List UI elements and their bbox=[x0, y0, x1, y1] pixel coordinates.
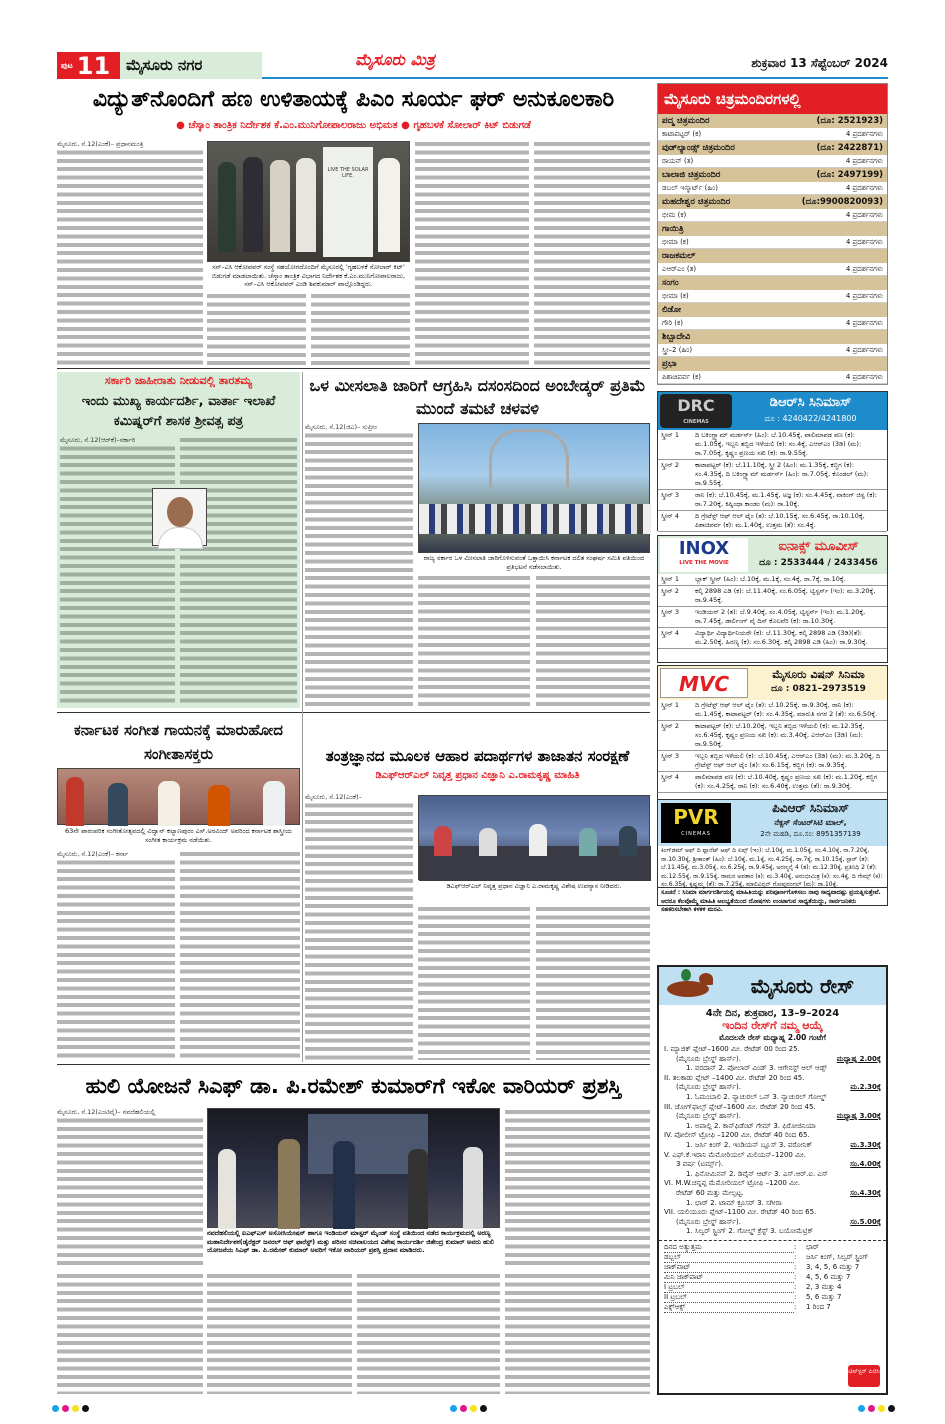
theatre-row bbox=[658, 276, 887, 290]
screen-showtimes: ಬ್ಲಾಕ್ ಸ್ಕ್ರೀನ್ (ಹಿಂ): ಬೆ.10ಕ್ಕೆ, ಮ.1ಕ್ಕೆ, ಸಂ.4ಕ್ಕೆ, ರಾ.7ಕ್ಕೆ, ರಾ.10ಕ್ಕೆ. bbox=[695, 575, 846, 583]
tiger-body-col-2 bbox=[505, 1108, 650, 1268]
race-number: III. bbox=[664, 1102, 673, 1111]
masthead-logo: ಮೈಸೂರು ಮಿತ್ರ bbox=[355, 50, 435, 69]
race-extra-line bbox=[664, 1112, 881, 1122]
summary-value: 4, 5, 6 ಮತ್ತು 7 bbox=[806, 1272, 851, 1281]
protest-photo-caption: ರಾಜ್ಯ ಸರ್ಕಾರ ಒಳ ಮೀಸಲಾತಿ ಜಾರಿಗೊಳಿಸುವಂತೆ ಒತ್ತಾಯಿಸಿ ಕರ್ನಾಟಕ ದಲಿತ ಸಂಘರ್ಷ ಸಮಿತಿ ವತಿಯಿಂದ ಪ್ರತಿಭಟನೆ ನಡೆಸಲಾಯಿತು. bbox=[423, 554, 645, 571]
film-name: ಕಾಟಾಪಟ್ಟರ್ (ಕ) bbox=[662, 130, 702, 138]
summary-value: 1 ರಿಂದ 7 bbox=[806, 1302, 831, 1311]
show-count: 4 ಪ್ರದರ್ಶನಗಳು bbox=[845, 157, 883, 165]
award-ceremony-photo bbox=[207, 1108, 500, 1228]
race-entry bbox=[659, 1131, 886, 1150]
theatre-row bbox=[658, 357, 887, 371]
protest-body-col-3 bbox=[536, 574, 650, 708]
film-row bbox=[658, 371, 887, 384]
summary-value: ಜರ್ಸಿ ಕಿಂಗ್, ಸಿಲ್ವರ್ ಸ್ಟ್ರಿಂಗ್ bbox=[806, 1252, 869, 1261]
mvc-phone: ದೂ : 0821–2973519 bbox=[771, 684, 866, 694]
theatre-name: ಪದ್ಮ ಚಿತ್ರಮಂದಿರ bbox=[662, 116, 710, 126]
screen-label: ಸ್ಕ್ರೀನ್ 1 bbox=[661, 431, 680, 439]
summary-row bbox=[659, 1283, 886, 1293]
show-count: 4 ಪ್ರದರ್ಶನಗಳು bbox=[845, 184, 883, 192]
race-entry bbox=[659, 1208, 886, 1237]
screen-label: ಸ್ಕ್ರೀನ್ 4 bbox=[661, 773, 680, 781]
race-entry bbox=[659, 1151, 886, 1180]
film-name: ಡಬಲ್ ಇಸ್ಮಾರ್ಟ್ (ಹಿಂ) bbox=[662, 184, 718, 192]
cinema-listing-box bbox=[657, 83, 888, 385]
film-row bbox=[658, 236, 887, 249]
letter-dateline: ಮೈಸೂರು, ಸೆ.12(ಆರ್‌ಕೆ)–ಸರ್ಕಾರಿ bbox=[60, 436, 175, 444]
protest-dateline: ಮೈಸೂರು, ಸೆ.12(ಜಿಎ)– ಸುಪ್ರೀಂ bbox=[305, 423, 413, 431]
drc-phone: ದೂ : 4240422/4241800 bbox=[764, 414, 857, 423]
tiger-dateline: ಮೈಸೂರು, ಸೆ.12(ಎಂಟಿವೈ)– ನವದೆಹಲಿಯಲ್ಲಿ bbox=[57, 1108, 203, 1116]
race-name-line bbox=[664, 1151, 881, 1161]
summary-value: 3, 4, 5, 6 ಮತ್ತು 7 bbox=[806, 1262, 860, 1271]
race-picks: 1. ಸಿಲ್ವರ್ ಸ್ಟ್ರಿಂಗ್ 2. ಗೋಲ್ಡ್ ಕ್ರೆಸ್ಟ್ 3. ಬಯೋಮೆಟ್ರಿಕ್ bbox=[686, 1227, 814, 1236]
pvr-logo: PVR CINEMAS bbox=[661, 803, 731, 843]
film-name: ಗೌರಿ (ಕ) bbox=[662, 319, 683, 327]
lead-headline: ವಿದ್ಯುತ್‌ನೊಂದಿಗೆ ಹಣ ಉಳಿತಾಯಕ್ಕೆ ಪಿಎಂ ಸೂರ್ಯ ಘರ್ ಅನುಕೂಲಕಾರಿ bbox=[92, 87, 615, 112]
show-count: 4 ಪ್ರದರ್ಶನಗಳು bbox=[845, 211, 883, 219]
theatre-row bbox=[658, 114, 887, 128]
summary-colon: : bbox=[794, 1272, 797, 1281]
race-entry bbox=[659, 1103, 886, 1132]
screen-label: ಸ್ಕ್ರೀನ್ 2 bbox=[661, 587, 680, 595]
drc-title: ಡಿಆರ್‌ಸಿ ಸಿನಿಮಾಸ್ bbox=[769, 395, 852, 410]
theatre-phone: (ದೂ: 2422871) bbox=[816, 143, 883, 153]
race-number: I. bbox=[664, 1045, 669, 1053]
summary-row bbox=[659, 1243, 886, 1253]
theatre-name: ಮಹದೇಶ್ವರ ಚಿತ್ರಮಂದಿರ bbox=[662, 197, 731, 207]
summary-row bbox=[659, 1273, 886, 1283]
film-row bbox=[658, 155, 887, 168]
screen-label: ಸ್ಕ್ರೀನ್ 2 bbox=[661, 461, 680, 469]
screen-label: ಸ್ಕ್ರೀನ್ 2 bbox=[661, 722, 680, 730]
summary-row bbox=[659, 1253, 886, 1263]
race-time: ಮ.3.30ಕ್ಕೆ bbox=[850, 1140, 881, 1149]
summary-row bbox=[659, 1303, 886, 1313]
show-count: 4 ಪ್ರದರ್ಶನಗಳು bbox=[845, 130, 883, 138]
race-entry bbox=[659, 1179, 886, 1208]
theatre-name: ಲಿಡೋ bbox=[662, 305, 682, 315]
lead-body-col-5 bbox=[534, 140, 650, 365]
theatre-row bbox=[658, 303, 887, 317]
race-conditions: (ಮೈಸೂರು ಬ್ರೇಸ್ಡ್ ಹಾರ್ಸ್). bbox=[676, 1083, 742, 1092]
screen-showtimes: ಇಬ್ಬನಿ ತಬ್ಬಿದ ಇಳೆಯಲಿ (ಕ): ಬೆ.10.45ಕ್ಕೆ, ಎಆರ್‌ಎಂ (3ಡಿ) (ಮ): ಮ.3.20ಕ್ಕೆ, ದಿ ಗ್ರೇಟೆಸ್ಟ್ ಆಫ್ ಆಲ್ ಟೈಂ (ತ): ಸಂ.6.15ಕ್ಕೆ, ಕಬ್ಜಿಗ (ಕ): ರಾ.9.35ಕ್ಕೆ. bbox=[695, 752, 881, 769]
summary-label: ಎಕ್ಸ್‌ಆಕ್ಸ್ bbox=[664, 1303, 794, 1313]
food-lecture-photo bbox=[418, 795, 650, 880]
solar-banner: LIVE THE SOLAR LIFE. bbox=[323, 147, 373, 257]
race-name-line bbox=[664, 1131, 881, 1141]
screen-row bbox=[658, 607, 887, 628]
film-name: ಭೀಮ (ಕ) bbox=[662, 211, 687, 219]
theatre-name: ಸಂಗಂ bbox=[662, 278, 679, 288]
show-count: 4 ಪ್ರದರ್ಶನಗಳು bbox=[845, 319, 883, 327]
theatre-phone: (ದೂ: 2497199) bbox=[816, 170, 883, 180]
screen-showtimes: ರಾನಿ (ಕ): ಬೆ.10.45ಕ್ಕೆ, ಮ.1.45ಕ್ಕೆ, ಅಜ್ಞ (ಕ): ಸಂ.4.45ಕ್ಕೆ, ವಾಕಿಂಗ್ ಜಿಸ್ಟ (ಕ): ರಾ.7.20ಕ್ಕೆ, ಕಿಷ್ಕಿಂಧಾ ಕಾಂಡಂ (ಮ): ರಾ.10ಕ್ಕೆ. bbox=[695, 491, 877, 508]
tipster-badge: ಟಿಪ್‌ಸ್ಟರ್ ಪಿಜಿಸಿ bbox=[848, 1365, 880, 1387]
race-conditions: 3 ವರ್ಷ (ಟರ್ಮ್ಸ್). bbox=[676, 1160, 724, 1169]
screen-showtimes: ದಿ ಗ್ರೇಟೆಸ್ಟ್ ಆಫ್ ಆಲ್ ಟೈಂ (ತ): ಬೆ.10.25ಕ್ಕೆ, ರಾ.9.30ಕ್ಕೆ, ರಾನಿ (ಕ): ಮ.1.45ಕ್ಕೆ, ಕಾಟಾಪಟ್ಟರ್ (ಕ): ಸಂ.4.35ಕ್ಕೆ, ಮಾರುತಿ ನಗರ 2 (ತೆ): ಸಂ.6.50ಕ್ಕೆ. bbox=[695, 701, 878, 718]
film-row bbox=[658, 317, 887, 330]
screen-label: ಸ್ಕ್ರೀನ್ 3 bbox=[661, 752, 680, 760]
screen-showtimes: ದಿ ಗ್ರೇಟೆಸ್ಟ್ ಆಫ್ ಆಲ್ ಟೈಂ (ತ): ಬೆ.10.15ಕ್ಕೆ, ಸಂ.6.45ಕ್ಕೆ, ರಾ.10.10ಕ್ಕೆ, ಪಿಶಾಚಿಪರ್ವ (ಕ): ಮ.1.40ಕ್ಕೆ, ಉತ್ತಮ (ತೆ): ಸಂ.4ಕ್ಕೆ. bbox=[695, 512, 865, 529]
first-race-time: ಮೊದಲನೇ ರೇಸ್ ಮಧ್ಯಾಹ್ನ 2.00 ಗಂಟೆಗೆ bbox=[719, 1033, 826, 1042]
theatre-row bbox=[658, 168, 887, 182]
race-conditions: (ಮೈಸೂರು ಬ್ರೇಸ್ಡ್ ಹಾರ್ಸ್). bbox=[676, 1217, 742, 1226]
race-subtitle: ಇಂದಿನ ರೇಸ್‌ಗೆ ನಮ್ಮ ಆಯ್ಕೆ bbox=[722, 1019, 823, 1032]
race-time: ಮಧ್ಯಾಹ್ನ 3.00ಕ್ಕೆ bbox=[836, 1112, 881, 1121]
race-conditions: (ಮೈಸೂರು ಬ್ರೇಸ್ಡ್ ಹಾರ್ಸ್). bbox=[676, 1112, 742, 1121]
race-extra-line bbox=[664, 1083, 881, 1093]
drc-cinemas-ad bbox=[657, 391, 888, 531]
section-title: ಮೈಸೂರು ನಗರ bbox=[120, 52, 262, 79]
race-picks: 1. ಫಿನೋಮಿನನ್ 2. ಡಿವೈನ್ ಆರ್ಟ್ 3. ಎಸ್.ಆರ್.ಐ. ಎಸ್ bbox=[686, 1169, 828, 1178]
screen-showtimes: ಕಾಟಾಪಟ್ಟರ್ (ಕ): ಬೆ.11.10ಕ್ಕೆ, ಸ್ತ್ರೀ 2 (ಹಿಂ): ಮ.1.35ಕ್ಕೆ, ಕಬ್ಜಿಗ (ಕ): ಸಂ.4.35ಕ್ಕೆ, ದಿ ಬಕಿಂಗ್ಹ್ಯಾಮ್ ಮರ್ಡರ್ಸ್ (ಹಿಂ): ರಾ.7.05ಕ್ಕೆ, ಕೊಂಡಲ್ (ಮ): ರಾ.9.55ಕ್ಕೆ. bbox=[695, 461, 869, 487]
summary-label: ಮಿನಿ ಜಾಕ್‌ಪಾಟ್ bbox=[664, 1273, 794, 1283]
screen-label: ಸ್ಕ್ರೀನ್ 3 bbox=[661, 608, 680, 616]
race-time: ಮಧ್ಯಾಹ್ನ 2.00ಕ್ಕೆ bbox=[836, 1054, 881, 1063]
race-picks: 1. ಜರ್ಸಿ ಕಿಂಗ್ 2. ಇಂಡಿಯನ್ ಬ್ಲೂಸ್ 3. ವರೋನಿಕ್ bbox=[686, 1140, 813, 1149]
lead-sub-1: ಚೆಸ್ಕಾಂ ತಾಂತ್ರಿಕ ನಿರ್ದೇಶಕ ಕೆ.ಎಂ.ಮುನಿಗೋಪಾಲರಾಜು ಅಭಿಮತ bbox=[188, 120, 398, 131]
race-number: IV. bbox=[664, 1131, 673, 1140]
theatre-name: ಬಾಲಾಜಿ ಚಿತ್ರಮಂದಿರ bbox=[662, 170, 721, 180]
lead-body-col-3 bbox=[311, 292, 410, 365]
summary-row bbox=[659, 1263, 886, 1273]
lead-photo bbox=[207, 141, 410, 262]
lead-body-col-4 bbox=[415, 140, 529, 365]
summary-label: ಜಾಕ್‌ಪಾಟ್ bbox=[664, 1263, 794, 1273]
theatre-row bbox=[658, 249, 887, 263]
lead-sub-2: ಗೃಹಬಳಕೆ ಸೋಲಾರ್ ಕಿಟ್ ಬಿಡುಗಡೆ bbox=[413, 120, 531, 131]
protest-photo bbox=[418, 423, 650, 553]
film-name: ಸ್ತ್ರೀ–2 (ಹಿಂ) bbox=[662, 346, 693, 354]
screen-row bbox=[658, 574, 887, 586]
food-subheadline: ಡಿಎಫ್‌ಆರ್‌ಎಲ್ ನಿವೃತ್ತ ಪ್ರಧಾನ ವಿಜ್ಞಾನಿ ಎ.ರಾಮಕೃಷ್ಣ ಮಾಹಿತಿ bbox=[375, 770, 580, 781]
race-name-line bbox=[664, 1179, 881, 1189]
race-name: ಯಲಿಯೂರು ಪ್ಲೇಟ್–1100 ಮೀ. ರೇಟೆಡ್ 40 ರಿಂದ 65. bbox=[677, 1208, 817, 1217]
film-row bbox=[658, 263, 887, 276]
show-count: 4 ಪ್ರದರ್ಶನಗಳು bbox=[845, 292, 883, 300]
race-name: ಎಫ್.ಕೆ.ಇರಾನಿ ಮೆಮೋರಿಯಲ್ ಮಿಲಿಯನ್–1200 ಮೀ. bbox=[672, 1150, 807, 1159]
theatre-row bbox=[658, 195, 887, 209]
race-name-line bbox=[664, 1103, 881, 1113]
pvr-listing: ಕಿಂಗ್‌ಡಮ್ ಆಫ್ ದಿ ಪ್ಲಾನೆಟ್ ಆಫ್ ದಿ ಏಪ್ಸ್ (ಇಂ): ಬೆ.10ಕ್ಕೆ, ಮ.1.05ಕ್ಕೆ, ಸಂ.4.10ಕ್ಕೆ, ರಾ.7.20ಕ್ಕೆ, ರಾ.10.30ಕ್ಕೆ, ಶ್ರೀಕಾಂತ್ (ಹಿಂ): ಬೆ.10ಕ್ಕೆ, ಮ.1ಕ್ಕೆ, ಸಂ.4.25ಕ್ಕೆ, ರಾ.7ಕ್ಕೆ, ರಾ.10.15ಕ್ಕೆ, ಸ್ಟಾರ್ (ತ): ಬೆ.11.45ಕ್ಕೆ, ಮ.3.05ಕ್ಕೆ, ಸಂ.6.25ಕ್ಕೆ, ರಾ.9.45ಕ್ಕೆ, ಅರಣ್ಮನೈ 4 (ತ): ಮ.12.30ಕ್ಕೆ, ಪ್ರತಿನಿಧಿ 2 (ತೆ): ಮ.12.55ಕ್ಕೆ, ರಾ.9.15ಕ್ಕೆ, ರಾಮನ ಅವತಾರ (ಕ): ಮ.3.40ಕ್ಕೆ, ಆರಂಭೀಮಿತ್ರ (ಕ): ಸಂ.4ಕ್ಕೆ, ದಿ ಗೇಮ್ಸ್ (ಕ): ಸಂ.6.35ಕ್ಕೆ, ಕೃಷ್ಣಮ್ಮ (ತೆ): ರಾ.7.25ಕ್ಕೆ, ಮಾಲಿವಿನ್ಸನ್ ಗೋಪುರಂಗಲ್ (ಮ): ರಾ.10ಕ್ಕೆ. bbox=[658, 846, 887, 888]
film-name: ಭೀಮಾ (ಕ) bbox=[662, 292, 689, 300]
music-body-col-1 bbox=[57, 850, 175, 1060]
mysore-race-box bbox=[657, 965, 888, 1395]
summary-row bbox=[659, 1293, 886, 1303]
screen-label: ಸ್ಕ್ರೀನ್ 1 bbox=[661, 575, 680, 583]
lead-body-col-2 bbox=[207, 292, 306, 365]
music-photo-caption: 63ನೇ ಪಾರಂಪರಿಕ ಸಂಗೀತೋತ್ಸವದಲ್ಲಿ ವಿದ್ವಾನ್ ಕಲ್ಯಾಣಪುರಂ ಎಸ್.ಅರವಿಂದ್ ಅವರಿಂದ ಕರ್ನಾಟಕ ಶಾಸ್ತ್ರೀಯ ಸಂಗೀತ ಕಾರ್ಯಕ್ರಮ ನಡೆಯಿತು. bbox=[65, 827, 292, 844]
theatre-row bbox=[658, 330, 887, 344]
race-extra-line bbox=[664, 1160, 881, 1170]
race-entry bbox=[659, 1074, 886, 1103]
race-picks: 1. ವರದಾನ್ 2. ಪೋಲಾರ್ ವಿಂಡ್ 3. ಆಗೇನಸ್ಟ್ ಆಲ್ ಆಡ್ಸ್ bbox=[686, 1064, 827, 1073]
summary-label: ಡಬ್ಬಲ್ bbox=[664, 1253, 794, 1263]
tiger-body-col-4 bbox=[207, 1272, 352, 1394]
music-dateline: ಮೈಸೂರು, ಸೆ.12(ಎಂಕೆ)– ಕರ್ನಾ bbox=[57, 850, 175, 858]
film-row bbox=[658, 344, 887, 357]
show-count: 4 ಪ್ರದರ್ಶನಗಳು bbox=[845, 373, 883, 381]
inox-logo: INOX LIVE THE MOVIE bbox=[660, 538, 748, 572]
lead-dateline: ಮೈಸೂರು, ಸೆ.12(ಎಂಕೆ)– ಪ್ರಧಾನಮಂತ್ರಿ bbox=[57, 140, 203, 148]
race-name: ಜೋಗ್‌ಫಾಲ್ಸ್ ಪ್ಲೇಟ್–1600 ಮೀ. ರೇಟೆಡ್ 20 ರಿಂದ 45. bbox=[674, 1102, 816, 1111]
show-count: 4 ಪ್ರದರ್ಶನಗಳು bbox=[845, 346, 883, 354]
theatre-name: ರಾಜಕಮಲ್ bbox=[662, 251, 696, 261]
summary-colon: : bbox=[794, 1252, 797, 1261]
screen-showtimes: ಕಲ್ಕಿ 2898 ಎಡಿ (ಕ): ಬೆ.11.40ಕ್ಕೆ, ಸಂ.6.05ಕ್ಕೆ, ಟ್ವಿಸ್ಟರ್ಸ್ (ಇಂ): ಮ.3.20ಕ್ಕೆ, ರಾ.9.45ಕ್ಕೆ. bbox=[695, 587, 876, 604]
food-body-col-1 bbox=[305, 793, 413, 1060]
award-photo-caption: ನವದೆಹಲಿಯಲ್ಲಿ ಐಎಫ್‌ಎಸ್ ಅಸೋಸಿಯೇಷನ್ ಹಾಗೂ ಇಂಡಿಯನ್ ಮಾಸ್ಟರ್ ಮೈಂಡ್ ಸಂಸ್ಥೆ ವತಿಯಿಂದ ನಡೆದ ಕಾರ್ಯಕ್ರಮದಲ್ಲಿ ಅರಣ್ಯ ಮಹಾನಿರ್ದೇಶಕ(ಡೈರೆಕ್ಟರ್ ಜನರಲ್ ಆಫ್ ಫಾರೆಸ್ಟ್) ಮತ್ತು ಪರಿಸರ ಸಚಿವಾಲಯದ ವಿಶೇಷ ಕಾರ್ಯದರ್ಶಿ ಜಿತೇಂದ್ರ ಕುಮಾರ್ ಅವರು ಹುಲಿ ಯೋಜನೆಯ ಸಿಎಫ್ ಡಾ. ಪಿ.ರಮೇಶ್ ಕುಮಾರ್ ಅವರಿಗೆ ಇಕೋ ವಾರಿಯರ್ ಪ್ರಶಸ್ತಿ ಪ್ರದಾನ ಮಾಡಿದರು. bbox=[207, 1229, 494, 1254]
screen-row bbox=[658, 772, 887, 793]
music-headline: ಕರ್ನಾಟಕ ಸಂಗೀತ ಗಾಯನಕ್ಕೆ ಮಾರುಹೋದ ಸಂಗೀತಾಸಕ್ತರು bbox=[74, 721, 283, 763]
food-headline: ತಂತ್ರಜ್ಞಾನದ ಮೂಲಕ ಆಹಾರ ಪದಾರ್ಥಗಳ ತಾಜಾತನ ಸಂರಕ್ಷಣೆ bbox=[325, 747, 630, 765]
header-rule bbox=[262, 77, 888, 79]
race-conditions: ರೇಟೆಡ್ 60 ಮತ್ತು ಮೇಲ್ಪಟ್ಟ. bbox=[676, 1188, 744, 1197]
film-row bbox=[658, 182, 887, 195]
race-time: ಸಂ.4.00ಕ್ಕೆ bbox=[850, 1160, 881, 1169]
drc-logo: DRC CINEMAS bbox=[660, 394, 732, 428]
screen-label: ಸ್ಕ್ರೀನ್ 4 bbox=[661, 629, 680, 637]
tiger-body-col-1 bbox=[57, 1108, 203, 1268]
race-title: ಮೈಸೂರು ರೇಸ್ bbox=[750, 974, 855, 998]
race-name-line bbox=[664, 1045, 881, 1055]
race-extra-line bbox=[664, 1218, 881, 1228]
summary-value: 5, 6 ಮತ್ತು 7 bbox=[806, 1292, 842, 1301]
theatre-row bbox=[658, 222, 887, 236]
cinema-notice: ಸೂಚನೆ : ಸಿನಿಮಾ ಮಾರ್ಗದರ್ಶಿಯಲ್ಲಿ ಮಾಹಿತಿಯನ್ನು ಪರಿಪೂರ್ಣಗೊಳಿಸಲು ನಾವು ಸಾಧ್ಯವಾದಷ್ಟು ಪ್ರಯತ್ನಿಸುತ್ತೇವೆ. ಆದರೂ ಕೆಲವೊಮ್ಮೆ ಮಾಹಿತಿ ಅಲಭ್ಯತೆಯಿಂದ ದೋಷಗಳು ಉಂಟಾಗುವ ಸಾಧ್ಯತೆಯಿದ್ದು, ಸಾರ್ವಜನಿಕರು ಸಹಕರಿಸಬೇಕಾಗಿ ಕಳಕಳಿ ಮನವಿ. bbox=[661, 889, 881, 913]
film-name: ಎಆರ್‌ಎಂ (ತ) bbox=[662, 265, 697, 273]
screen-row bbox=[658, 460, 887, 490]
inox-title: ಐನಾಕ್ಸ್ ಮೂವೀಸ್ bbox=[778, 539, 859, 554]
letter-body-col-1 bbox=[60, 436, 175, 706]
pvr-venue: ನೆಕ್ಸಸ್ ಸೆಂಟರ್‌ಸಿಟಿ ಮಾಲ್, bbox=[774, 818, 847, 827]
show-count: 4 ಪ್ರದರ್ಶನಗಳು bbox=[845, 265, 883, 273]
race-picks: 1. ಅಪಾಲ್ಲಿ 2. ಕಾನ್‌ಫಿಡೆಂಟ್ ಗೇಮ್ 3. ಫಿರೋಜಿನಿಯಾ bbox=[686, 1121, 816, 1130]
music-body-col-2 bbox=[180, 850, 300, 1060]
race-number: VI. bbox=[664, 1179, 674, 1188]
tiger-body-col-5 bbox=[357, 1272, 500, 1394]
music-concert-photo bbox=[57, 768, 300, 825]
issue-date: ಶುಕ್ರವಾರ 13 ಸೆಪ್ಟೆಂಬರ್ 2024 bbox=[751, 56, 888, 70]
summary-colon: : bbox=[794, 1282, 797, 1291]
screen-label: ಸ್ಕ್ರೀನ್ 1 bbox=[661, 701, 680, 709]
race-name: ಪೋಲೀಸ್ ಟ್ರೋಫಿ –1200 ಮೀ. ರೇಟೆಡ್ 40 ರಿಂದ 65. bbox=[674, 1131, 810, 1140]
summary-value: ಛಾರ್ bbox=[806, 1242, 820, 1251]
summary-label: ದಿನದ ಅತ್ಯುತ್ತಮ bbox=[664, 1243, 794, 1253]
food-body-col-2 bbox=[418, 905, 530, 1060]
film-name: ಭೀಮಾ (ಕ) bbox=[662, 238, 689, 246]
letter-headline: ಇಂದು ಮುಖ್ಯ ಕಾರ್ಯದರ್ಶಿ, ವಾರ್ತಾ ಇಲಾಖೆ ಕಮಿಷ್ನರ್‌ಗೆ ಶಾಸಕ ಶ್ರೀವತ್ಸ ಪತ್ರ bbox=[81, 394, 276, 429]
film-row bbox=[658, 128, 887, 141]
screen-showtimes: ವಿದ್ಯಾರ್ಥಿ ವಿದ್ಯಾರ್ಥಿನಿಯರೇ (ಕ): ಬೆ.11.30ಕ್ಕೆ, ಕಲ್ಕಿ 2898 ಎಡಿ (3ಡಿ)(ತೆ): ಮ.2.50ಕ್ಕೆ, ಹಿರಣ್ಯ (ಕ): ಸಂ.6.30ಕ್ಕೆ, ಕಲ್ಕಿ 2898 ಎಡಿ (ಹಿಂ): ರಾ.9.30ಕ್ಕೆ. bbox=[695, 629, 868, 646]
mla-portrait bbox=[152, 488, 207, 546]
screen-row bbox=[658, 430, 887, 460]
screen-row bbox=[658, 490, 887, 511]
race-picks: 1. ಛಾರ್ 2. ಟಾಮ್ ಕ್ರೂಸರ್ 3. ಸಗೀರಾ bbox=[686, 1198, 782, 1207]
pvr-phone: 2ನೇ ಮಹಡಿ, ದೂ.ಸಂ: 8951357139 bbox=[760, 830, 861, 838]
race-picks: 1. ಓಮಂಬಾಲಿ 2. ನ್ಯಾಚುರಲ್ ಒನ್ 3. ನ್ಯಾಚುರಲ್ ಗೋಲ್ಡ್ bbox=[686, 1092, 827, 1101]
summary-colon: : bbox=[794, 1302, 797, 1311]
film-name: ರಾಯನ್ (ತ) bbox=[662, 157, 694, 165]
screen-row bbox=[658, 700, 887, 721]
film-row bbox=[658, 290, 887, 303]
page-number: 11 bbox=[76, 51, 111, 80]
screen-row bbox=[658, 751, 887, 772]
theatre-row bbox=[658, 141, 887, 155]
letter-body-col-2 bbox=[180, 436, 297, 706]
race-number: II. bbox=[664, 1073, 671, 1082]
food-dateline: ಮೈಸೂರು, ಸೆ.12(ಎಂಕೆ)– bbox=[305, 793, 413, 801]
screen-showtimes: ಕಾಟಾಪಟ್ಟರ್ (ಕ): ಬೆ.10.20ಕ್ಕೆ, ಇಬ್ಬನಿ ತಬ್ಬಿದ ಇಳೆಯಲಿ (ಕ): ಮ.12.35ಕ್ಕೆ, ಸಂ.6.45ಕ್ಕೆ, ಕೃಷ್ಣಂ ಪ್ರಣಯ ಸಖಿ (ಕ): ಮ.3.40ಕ್ಕೆ, ಎಆರ್‌ಎಂ (3ಡಿ) (ಮ): ರಾ.9.50ಕ್ಕೆ. bbox=[695, 722, 865, 748]
race-time: ಸಂ.5.00ಕ್ಕೆ bbox=[850, 1217, 881, 1226]
inox-movies-ad bbox=[657, 535, 888, 663]
screen-showtimes: ದಿ ಬಕಿಂಗ್ಹ್ಯಾಮ್ ಮರ್ಡರ್ಸ್ (ಹಿಂ): ಬೆ.10.45ಕ್ಕೆ, ಪಾಲಿಮಾಪಡ ಪಣ (ಕ): ಮ.1.05ಕ್ಕೆ, ಇಬ್ಬನಿ ತಬ್ಬಿದ ಇಳೆಯಲಿ (ಕ): ಸಂ.4ಕ್ಕೆ, ಎಆರ್‌ಎಂ (3ಡಿ) (ಮ): ರಾ.7.05ಕ್ಕೆ, ಕೃಷ್ಣಂ ಪ್ರಣಯ ಸಖಿ (ಕ): ರಾ.9.55ಕ್ಕೆ. bbox=[695, 431, 862, 457]
summary-colon: : bbox=[794, 1292, 797, 1301]
theatre-name: ಶಿಬ್ಬಾದೇವಿ bbox=[662, 332, 691, 342]
screen-showtimes: ಪಾಲಿಮಾಪಡ ಪಣ (ಕ): ಬೆ.10.40ಕ್ಕೆ, ಕೃಷ್ಣಂ ಪ್ರಣಯ ಸಖಿ (ಕ): ಮ.1.20ಕ್ಕೆ, ಕಬ್ಜಿಗ (ಕ): ಸಂ.4.25ಕ್ಕೆ, ರಾನಿ (ಕ): ಸಂ.6.40ಕ್ಕೆ, ಉತ್ತಮ (ತೆ): ರಾ.9.30ಕ್ಕೆ. bbox=[695, 773, 878, 790]
screen-row bbox=[658, 721, 887, 751]
screen-label: ಸ್ಕ್ರೀನ್ 4 bbox=[661, 512, 680, 520]
summary-label: II ಟ್ರಬಲ್ bbox=[664, 1293, 794, 1303]
screen-label: ಸ್ಕ್ರೀನ್ 3 bbox=[661, 491, 680, 499]
cinema-listing-title: ಮೈಸೂರು ಚಿತ್ರಮಂದಿರಗಳಲ್ಲಿ bbox=[658, 84, 887, 114]
theatre-phone: (ದೂ:9900820093) bbox=[801, 197, 883, 207]
race-extra-line bbox=[664, 1055, 881, 1065]
race-conditions: (ಮೈಸೂರು ಬ್ರೇಸ್ಡ್ ಹಾರ್ಸ್). bbox=[676, 1054, 742, 1063]
protest-body-col-2 bbox=[418, 574, 530, 708]
inox-phone: ದೂ : 2533444 / 2433456 bbox=[759, 558, 878, 568]
show-count: 4 ಪ್ರದರ್ಶನಗಳು bbox=[845, 238, 883, 246]
race-name: ತಲಕಾಡು ಪ್ಲೇಟ್ –1400 ಮೀ. ರೇಟೆಡ್ 20 ರಿಂದ 45. bbox=[672, 1073, 805, 1082]
screen-showtimes: ಇಂಡಿಯನ್ 2 (ತ): ಬೆ.9.40ಕ್ಕೆ, ಸಂ.4.05ಕ್ಕೆ, ಟ್ವಿಸ್ಟರ್ಸ್ (ಇಂ): ಮ.1.20ಕ್ಕೆ, ರಾ.7.45ಕ್ಕೆ, ಡಾರ್ಲಿಂಗ್ ವೈ ದಿಸ್ ಕೊಲವೆರಿ (ಕ): ರಾ.10.30ಕ್ಕೆ. bbox=[695, 608, 866, 625]
race-name: M.W.ಚನ್ನಪ್ಪ ಮೆಮೋರಿಯಲ್ ಟ್ರೋಫಿ –1200 ಮೀ. bbox=[675, 1179, 801, 1188]
race-name-line bbox=[664, 1208, 881, 1218]
lead-subheadline: ● ಚೆಸ್ಕಾಂ ತಾಂತ್ರಿಕ ನಿರ್ದೇಶಕ ಕೆ.ಎಂ.ಮುನಿಗೋಪಾಲರಾಜು ಅಭಿಮತ ● ಗೃಹಬಳಕೆ ಸೋಲಾರ್ ಕಿಟ್ ಬಿಡುಗಡೆ bbox=[176, 120, 531, 131]
protest-body-col-1 bbox=[305, 423, 413, 708]
pvr-title: ಪಿವಿಆರ್ ಸಿನಿಮಾಸ್ bbox=[772, 801, 849, 815]
summary-value: 2, 3 ಮತ್ತು 4 bbox=[806, 1282, 842, 1291]
lead-photo-caption: ಸನ್–ಎಸಿ ಆಕೋಪವರ್ ಸಂಸ್ಥೆ ಸಹಯೋಗದೊಂದಿಗೆ ಮೈಸೂರಲ್ಲಿ 'ಗೃಹಬಳಕೆ ಸೋಲಾರ್ ಕಿಟ್' ಬಿಡುಗಡೆ ಮಾಡಲಾಯಿತು. ಚೆಸ್ಕಾಂ ತಾಂತ್ರಿಕ ವಿಭಾಗದ ನಿರ್ದೇಶಕ ಕೆ.ಎಂ.ಮುನಿಗೋಪಾಲರಾಜು, ಸನ್–ಎಸಿ ಆಕೋಪವರ್ ಎಂಡಿ ಶಿವಕುಮಾರ್ ಪಾಲ್ಗೊಂಡಿದ್ದರು. bbox=[211, 263, 406, 288]
letter-kicker: ಸರ್ಕಾರಿ ಜಾಹೀರಾತು ನೀಡುವಲ್ಲಿ ತಾರತಮ್ಯ bbox=[104, 374, 253, 387]
mvc-logo: MVC bbox=[660, 668, 748, 698]
race-entry bbox=[659, 1045, 886, 1074]
protest-headline: ಒಳ ಮೀಸಲಾತಿ ಜಾರಿಗೆ ಆಗ್ರಹಿಸಿ ದಸಂಸದಿಂದ ಅಂಬೇಡ್ಕರ್ ಪ್ರತಿಮೆ ಮುಂದೆ ತಮಟೆ ಚಳವಳಿ bbox=[309, 376, 646, 418]
theatre-phone: (ದೂ: 2521923) bbox=[816, 116, 883, 126]
theatre-name: ವುಡ್‌ಲ್ಯಾಂಡ್ಸ್ ಚಿತ್ರಮಂದಿರ bbox=[662, 143, 735, 153]
page-number-box bbox=[57, 52, 120, 79]
food-photo-caption: ಡಿಎಫ್‌ಆರ್‌ಎಲ್ ನಿವೃತ್ತ ಪ್ರಧಾನ ವಿಜ್ಞಾನಿ ಎ.ರಾಮಕೃಷ್ಣ ವಿಶೇಷ ಉಪನ್ಯಾಸ ನೀಡಿದರು. bbox=[446, 882, 622, 890]
race-number: VII. bbox=[664, 1208, 676, 1217]
film-row bbox=[658, 209, 887, 222]
racehorse-icon bbox=[659, 967, 719, 1005]
race-day: 4ನೇ ದಿನ, ಶುಕ್ರವಾರ, 13–9–2024 bbox=[705, 1008, 840, 1019]
race-time: ಸಂ.4.30ಕ್ಕೆ bbox=[850, 1188, 881, 1197]
race-name-line bbox=[664, 1074, 881, 1084]
page-label: ಪುಟ bbox=[61, 60, 73, 70]
pvr-cinemas-ad bbox=[657, 800, 888, 913]
summary-colon: : bbox=[794, 1242, 797, 1251]
food-body-col-3 bbox=[536, 905, 650, 1060]
theatre-name: ಪ್ರಭಾ bbox=[662, 359, 677, 369]
theatre-name: ಗಾಯಿತ್ರಿ bbox=[662, 224, 684, 234]
mysore-vision-cinema-ad bbox=[657, 665, 888, 800]
tiger-body-col-6 bbox=[505, 1272, 650, 1394]
race-name: ಮ್ಯಾಜಿಕ್ ಪ್ಲೇಟ್–1600 ಮೀ. ರೇಟೆಡ್ 00 ರಿಂದ 25. bbox=[670, 1045, 800, 1053]
race-extra-line bbox=[664, 1189, 881, 1199]
race-number: V. bbox=[664, 1150, 671, 1159]
race-time: ಮ.2.30ಕ್ಕೆ bbox=[850, 1083, 881, 1092]
summary-label: I ಟ್ರಬಲ್ bbox=[664, 1283, 794, 1293]
film-name: ಪಿಶಾಚಿಪರ್ವ (ಕ) bbox=[662, 373, 701, 381]
screen-row bbox=[658, 628, 887, 649]
tiger-headline: ಹುಲಿ ಯೋಜನೆ ಸಿಎಫ್ ಡಾ. ಪಿ.ರಮೇಶ್ ಕುಮಾರ್‌ಗೆ ಇಕೋ ವಾರಿಯರ್ ಪ್ರಶಸ್ತಿ bbox=[85, 1074, 622, 1098]
summary-colon: : bbox=[794, 1262, 797, 1271]
tiger-body-col-3 bbox=[57, 1272, 203, 1394]
mvc-title: ಮೈಸೂರು ವಿಷನ್ ಸಿನಿಮಾ bbox=[772, 668, 865, 681]
lead-body-col-1 bbox=[57, 140, 203, 365]
screen-row bbox=[658, 586, 887, 607]
screen-row bbox=[658, 511, 887, 532]
